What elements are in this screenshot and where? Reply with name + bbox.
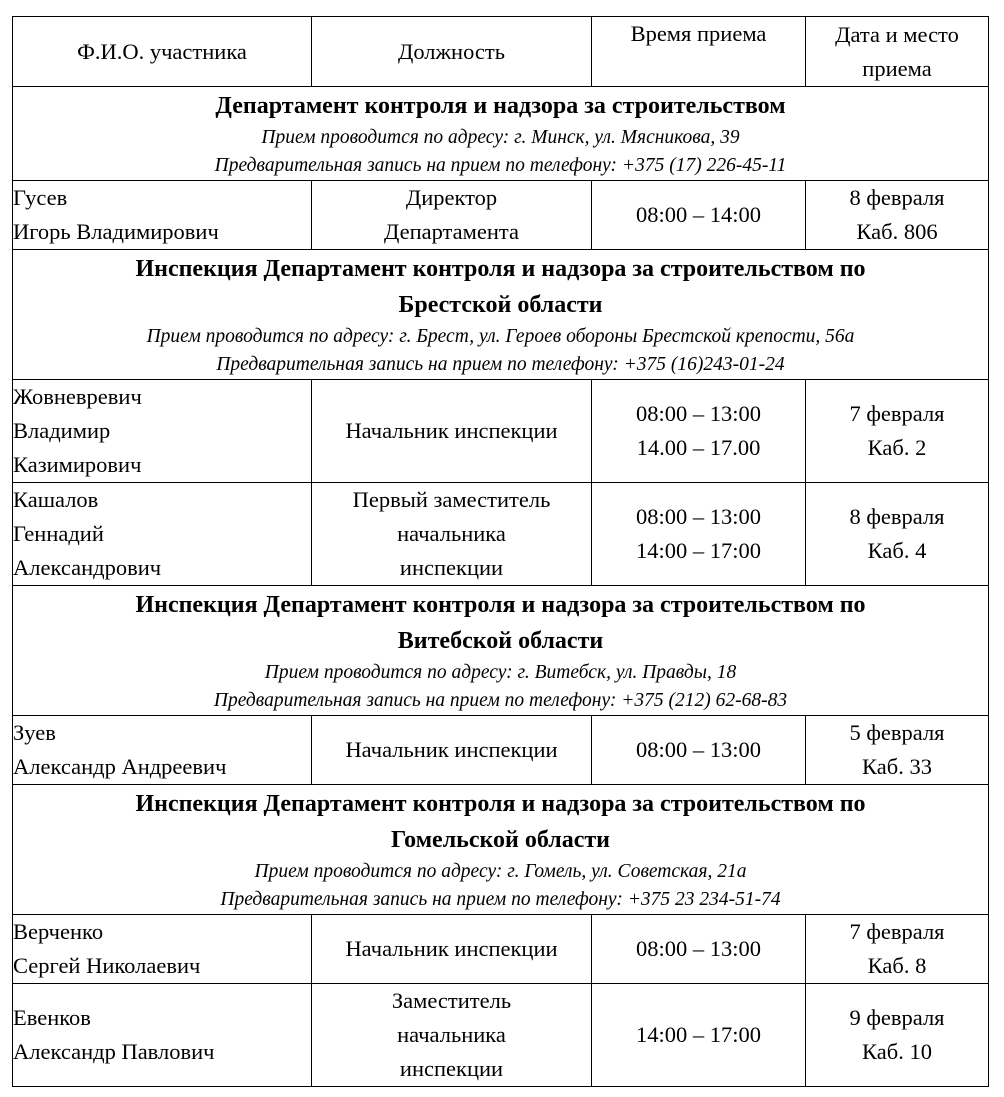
section-phone: Предварительная запись на прием по телефону: +375 23 234-51-74 <box>220 888 781 910</box>
participant-name-line: Александрович <box>13 555 162 580</box>
table-row <box>13 483 989 586</box>
reception-date-place-line: 7 февраля <box>849 401 945 426</box>
participant-position-line: Заместитель <box>391 988 512 1013</box>
participant-name-cell <box>13 716 312 785</box>
section-phone: Предварительная запись на прием по телефону: +375 (17) 226-45-11 <box>214 154 787 176</box>
section-header-row <box>13 250 989 380</box>
table-row <box>13 984 989 1087</box>
participant-position-line: Директор <box>405 185 498 210</box>
table-row <box>13 181 989 250</box>
participant-position-cell <box>312 380 592 483</box>
section-header-row <box>13 785 989 915</box>
header-time-label: Время приема <box>630 21 767 46</box>
section-address: Прием проводится по адресу: г. Гомель, ул. Советская, 21а <box>254 860 747 882</box>
section-title: Инспекция Департамент контроля и надзора за строительством по <box>135 255 866 282</box>
participant-name-line: Геннадий <box>13 521 104 546</box>
reception-time-cell <box>592 380 806 483</box>
participant-name-line: Александр Павлович <box>13 1039 215 1064</box>
header-position-label: Должность <box>397 38 505 64</box>
reception-time-line: 14:00 – 17:00 <box>635 538 761 563</box>
section-phone: Предварительная запись на прием по телефону: +375 (16)243-01-24 <box>216 353 785 375</box>
participant-name-line: Казимирович <box>13 452 142 477</box>
section-address: Прием проводится по адресу: г. Брест, ул. Героев обороны Брестской крепости, 56а <box>146 325 855 347</box>
header-date-place-line-1: Дата и место <box>835 22 959 47</box>
reception-time-line: 08:00 – 13:00 <box>635 737 761 762</box>
participant-position-line: Первый заместитель <box>352 487 551 512</box>
reception-date-place-cell <box>806 483 989 586</box>
participant-name-line: Жовневревич <box>13 384 142 409</box>
section-title: Инспекция Департамент контроля и надзора за строительством по <box>135 790 866 817</box>
participant-position-line: начальника <box>397 521 506 546</box>
participant-name-cell <box>13 984 312 1087</box>
section-header <box>13 87 989 181</box>
reception-time-cell <box>592 181 806 250</box>
participant-position-cell <box>312 915 592 984</box>
participant-position-line: Начальник инспекции <box>345 418 558 443</box>
reception-schedule-table <box>12 16 989 1087</box>
participant-name-cell <box>13 483 312 586</box>
reception-time-cell <box>592 716 806 785</box>
reception-time-line: 08:00 – 13:00 <box>635 936 761 961</box>
participant-name-cell <box>13 915 312 984</box>
participant-position-line: инспекции <box>399 1056 504 1081</box>
header-date-place <box>806 17 989 87</box>
reception-date-place-line: Каб. 806 <box>856 219 938 244</box>
participant-name-line: Владимир <box>13 418 111 443</box>
reception-date-place-cell <box>806 716 989 785</box>
reception-date-place-line: 8 февраля <box>849 504 945 529</box>
section-address: Прием проводится по адресу: г. Витебск, ул. Правды, 18 <box>264 661 737 683</box>
reception-date-place-line: Каб. 4 <box>867 538 927 563</box>
header-row <box>13 17 989 87</box>
section-header <box>13 250 989 380</box>
reception-date-place-line: Каб. 2 <box>867 435 927 460</box>
participant-name-line: Сергей Николаевич <box>13 953 201 978</box>
participant-position-line: начальника <box>397 1022 506 1047</box>
section-title: Департамент контроля и надзора за строительством <box>215 92 786 119</box>
reception-date-place-line: 9 февраля <box>849 1005 945 1030</box>
section-header <box>13 785 989 915</box>
participant-name-line: Кашалов <box>13 487 99 512</box>
participant-position-cell <box>312 716 592 785</box>
reception-date-place-line: Каб. 33 <box>862 754 932 779</box>
reception-date-place-line: 8 февраля <box>849 185 945 210</box>
header-name <box>13 17 312 87</box>
participant-position-line: Начальник инспекции <box>345 737 558 762</box>
section-title-region: Гомельской области <box>391 826 610 853</box>
table-row <box>13 716 989 785</box>
reception-time-line: 14:00 – 17:00 <box>635 1022 761 1047</box>
section-header-row <box>13 87 989 181</box>
reception-date-place-line: 5 февраля <box>849 720 945 745</box>
participant-name-line: Игорь Владимирович <box>13 219 219 244</box>
participant-position-line: Департамента <box>383 219 520 244</box>
section-header <box>13 586 989 716</box>
reception-date-place-cell <box>806 984 989 1087</box>
reception-date-place-cell <box>806 380 989 483</box>
reception-date-place-line: 7 февраля <box>849 919 945 944</box>
participant-name-cell <box>13 181 312 250</box>
participant-position-cell <box>312 984 592 1087</box>
section-address: Прием проводится по адресу: г. Минск, ул. Мясникова, 39 <box>261 126 740 148</box>
reception-date-place-line: Каб. 8 <box>867 953 927 978</box>
participant-position-cell <box>312 181 592 250</box>
participant-position-line: инспекции <box>399 555 504 580</box>
reception-time-cell <box>592 984 806 1087</box>
header-date-place-line-2: приема <box>862 56 932 81</box>
reception-time-line: 14.00 – 17.00 <box>636 435 761 460</box>
section-title: Инспекция Департамент контроля и надзора за строительством по <box>135 591 866 618</box>
participant-name-line: Евенков <box>13 1005 91 1030</box>
table-row <box>13 915 989 984</box>
participant-name-line: Гусев <box>13 185 68 210</box>
reception-time-line: 08:00 – 13:00 <box>635 401 761 426</box>
table-row <box>13 380 989 483</box>
participant-position-cell <box>312 483 592 586</box>
section-phone: Предварительная запись на прием по телефону: +375 (212) 62-68-83 <box>213 689 788 711</box>
participant-name-line: Зуев <box>13 720 56 745</box>
reception-time-cell <box>592 483 806 586</box>
participant-name-line: Верченко <box>13 919 104 944</box>
header-time <box>592 17 806 87</box>
reception-time-cell <box>592 915 806 984</box>
section-title-region: Витебской области <box>397 627 604 654</box>
participant-name-line: Александр Андреевич <box>13 754 227 779</box>
reception-date-place-line: Каб. 10 <box>862 1039 932 1064</box>
reception-time-line: 08:00 – 14:00 <box>635 202 761 227</box>
section-title-region: Брестской области <box>398 291 603 318</box>
header-name-label: Ф.И.О. участника <box>77 38 247 64</box>
header-position <box>312 17 592 87</box>
participant-name-cell <box>13 380 312 483</box>
reception-date-place-cell <box>806 915 989 984</box>
reception-date-place-cell <box>806 181 989 250</box>
participant-position-line: Начальник инспекции <box>345 936 558 961</box>
section-header-row <box>13 586 989 716</box>
reception-time-line: 08:00 – 13:00 <box>635 504 761 529</box>
